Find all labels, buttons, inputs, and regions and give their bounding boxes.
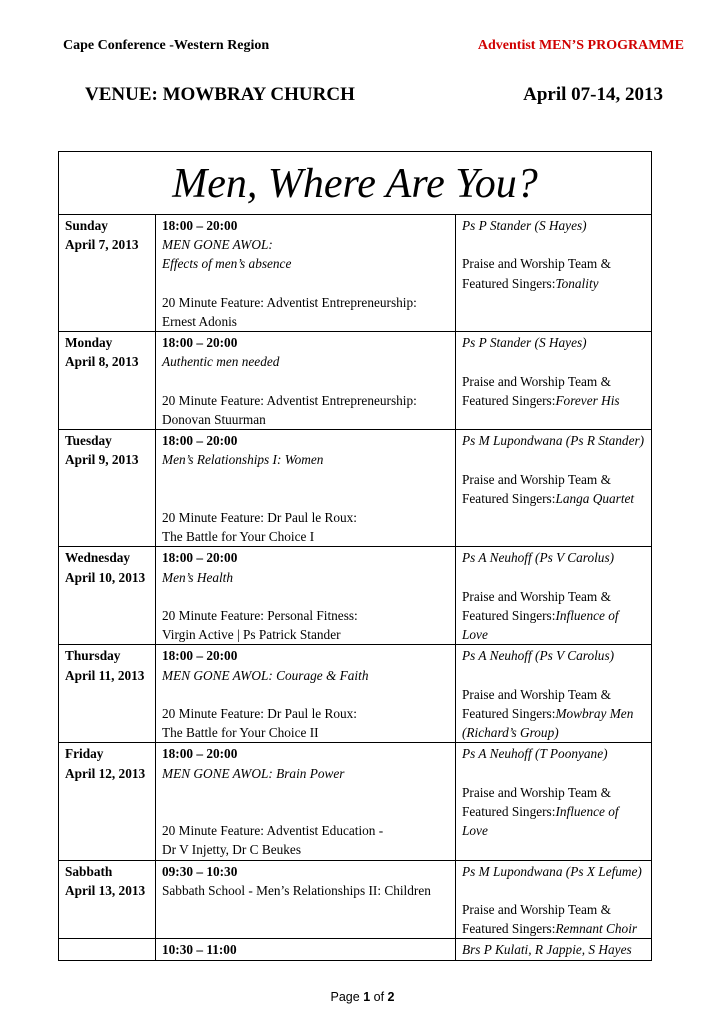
- worship-line: [462, 587, 645, 645]
- schedule-row: [59, 743, 652, 860]
- speaker: Ps M Lupondwana (Ps R Stander): [462, 433, 645, 449]
- session-time: 18:00 – 20:00: [162, 433, 238, 449]
- day-name: Wednesday: [65, 550, 131, 566]
- feature-line: 20 Minute Feature: Personal Fitness:: [162, 607, 358, 623]
- speaker: Ps A Neuhoff (Ps V Carolus): [462, 550, 615, 566]
- worship-label: Praise and Worship Team & Featured Singers:: [462, 588, 611, 623]
- session-topic: Men’s Health: [162, 569, 234, 585]
- feature-line: 20 Minute Feature: Dr Paul le Roux:: [162, 509, 357, 525]
- feature-line: 20 Minute Feature: Adventist Entrepreneurship:: [162, 392, 417, 408]
- programme-name: Adventist MEN’S PROGRAMME: [477, 38, 684, 53]
- session-topic: Men’s Relationships I: Women: [162, 452, 324, 468]
- spacer: [162, 372, 449, 391]
- spacer: [462, 764, 645, 783]
- worship-line: [462, 783, 645, 841]
- day-cell: [59, 860, 156, 939]
- worship-label: Praise and Worship Team & Featured Singers:: [462, 373, 611, 408]
- leader-cell: [456, 743, 652, 860]
- session-topic: MEN GONE AWOL:: [162, 237, 273, 253]
- featured-singers: Remnant Choir: [555, 921, 638, 937]
- session-time: 09:30 – 10:30: [162, 863, 238, 879]
- spacer: [162, 274, 449, 293]
- page-word: Page: [330, 990, 360, 1004]
- session-time: 18:00 – 20:00: [162, 746, 238, 762]
- day-date: April 13, 2013: [65, 882, 146, 898]
- worship-label: Praise and Worship Team & Featured Singers:: [462, 686, 611, 721]
- spacer: [462, 450, 645, 469]
- schedule-row: [59, 547, 652, 645]
- speaker: Ps A Neuhoff (T Poonyane): [462, 746, 608, 762]
- leader-cell: [456, 547, 652, 645]
- session-cell: [156, 743, 456, 860]
- feature-line: Ernest Adonis: [162, 314, 237, 329]
- spacer: [162, 587, 449, 606]
- feature-line: Virgin Active | Ps Patrick Stander: [162, 627, 341, 643]
- leader-cell: [456, 215, 652, 332]
- session-cell: [156, 332, 456, 430]
- worship-line: [462, 900, 645, 938]
- day-cell: [59, 332, 156, 430]
- programme-table: [58, 151, 652, 961]
- day-cell: [59, 743, 156, 860]
- schedule-row: [59, 860, 652, 939]
- conference-name: Cape Conference -Western Region: [63, 38, 270, 53]
- session-topic: Effects of men’s absence: [162, 256, 292, 272]
- worship-line: [462, 685, 645, 743]
- page-current: 1: [363, 990, 371, 1004]
- session-cell: [156, 939, 456, 960]
- session-time: 18:00 – 20:00: [162, 335, 238, 351]
- page-total: 2: [387, 990, 395, 1004]
- day-date: April 10, 2013: [65, 569, 146, 585]
- day-date: April 8, 2013: [65, 354, 139, 370]
- page-number: [0, 990, 725, 1004]
- day-date: April 11, 2013: [65, 667, 145, 683]
- event-dates: April 07-14, 2013: [523, 84, 663, 105]
- worship-label: Praise and Worship Team & Featured Singers:: [462, 256, 611, 291]
- schedule-row: [59, 430, 652, 547]
- day-name: Tuesday: [65, 433, 112, 449]
- day-cell: [59, 430, 156, 547]
- feature-line: The Battle for Your Choice II: [162, 725, 319, 741]
- feature-line: Dr V Injetty, Dr C Beukes: [162, 842, 301, 858]
- spacer: [462, 881, 645, 900]
- programme-title: Men, Where Are You?: [59, 152, 652, 215]
- day-name: Sabbath: [65, 863, 113, 879]
- worship-line: [462, 470, 645, 508]
- venue: VENUE: MOWBRAY CHURCH: [85, 84, 355, 105]
- feature-line: 20 Minute Feature: Adventist Entrepreneurship:: [162, 294, 417, 310]
- leader-cell: [456, 939, 652, 960]
- worship-label: Praise and Worship Team & Featured Singers:: [462, 784, 611, 819]
- speaker: Ps A Neuhoff (Ps V Carolus): [462, 648, 615, 664]
- featured-singers: Tonality: [555, 275, 599, 291]
- session-cell: [156, 860, 456, 939]
- speaker: Ps P Stander (S Hayes): [462, 218, 587, 233]
- spacer: [162, 685, 449, 704]
- session-topic: MEN GONE AWOL: Courage & Faith: [162, 667, 369, 683]
- speaker: Brs P Kulati, R Jappie, S Hayes: [462, 942, 632, 958]
- feature-line: Donovan Stuurman: [162, 412, 266, 427]
- feature-line: 20 Minute Feature: Adventist Education -: [162, 823, 384, 839]
- spacer: [162, 783, 449, 802]
- session-time: 18:00 – 20:00: [162, 550, 238, 566]
- spacer: [462, 352, 645, 371]
- title-row: [59, 152, 652, 215]
- leader-cell: [456, 860, 652, 939]
- feature-line: The Battle for Your Choice I: [162, 529, 315, 545]
- spacer: [462, 568, 645, 587]
- worship-line: [462, 254, 645, 292]
- session-time: 18:00 – 20:00: [162, 218, 238, 233]
- day-date: April 9, 2013: [65, 452, 139, 468]
- session-cell: [156, 645, 456, 743]
- schedule-row: [59, 939, 652, 960]
- leader-cell: [456, 332, 652, 430]
- day-date: April 7, 2013: [65, 237, 139, 253]
- day-cell: [59, 939, 156, 960]
- spacer: [162, 802, 449, 821]
- day-date: April 12, 2013: [65, 765, 146, 781]
- worship-label: Praise and Worship Team & Featured Singers:: [462, 901, 611, 937]
- feature-line: 20 Minute Feature: Dr Paul le Roux:: [162, 705, 357, 721]
- schedule-row: [59, 332, 652, 430]
- speaker: Ps P Stander (S Hayes): [462, 335, 587, 351]
- session-time: 18:00 – 20:00: [162, 648, 238, 664]
- schedule-row: [59, 645, 652, 743]
- leader-cell: [456, 645, 652, 743]
- day-name: Sunday: [65, 218, 108, 233]
- featured-singers: Influence of Love: [462, 803, 619, 839]
- day-cell: [59, 645, 156, 743]
- worship-label: Praise and Worship Team & Featured Singers:: [462, 471, 611, 506]
- spacer: [462, 235, 645, 254]
- session-cell: [156, 430, 456, 547]
- spacer: [162, 489, 449, 508]
- session-topic: MEN GONE AWOL: Brain Power: [162, 765, 345, 781]
- day-name: Monday: [65, 335, 113, 351]
- featured-singers: Langa Quartet: [555, 490, 635, 506]
- schedule-row: [59, 215, 652, 332]
- session-cell: [156, 215, 456, 332]
- session-topic: Authentic men needed: [162, 354, 280, 370]
- day-name: Thursday: [65, 648, 121, 664]
- worship-line: [462, 372, 645, 410]
- session-cell: [156, 547, 456, 645]
- spacer: [462, 666, 645, 685]
- featured-singers: Mowbray Men (Richard’s Group): [462, 705, 634, 741]
- page-of-word: of: [373, 990, 385, 1004]
- featured-singers: Forever His: [555, 392, 620, 408]
- day-cell: [59, 215, 156, 332]
- session-time: 10:30 – 11:00: [162, 942, 237, 958]
- speaker: Ps M Lupondwana (Ps X Lefume): [462, 863, 642, 879]
- spacer: [162, 470, 449, 489]
- leader-cell: [456, 430, 652, 547]
- session-topic: Sabbath School - Men’s Relationships II: Children: [162, 882, 431, 898]
- featured-singers: Influence of Love: [462, 607, 619, 643]
- day-name: Friday: [65, 746, 104, 762]
- day-cell: [59, 547, 156, 645]
